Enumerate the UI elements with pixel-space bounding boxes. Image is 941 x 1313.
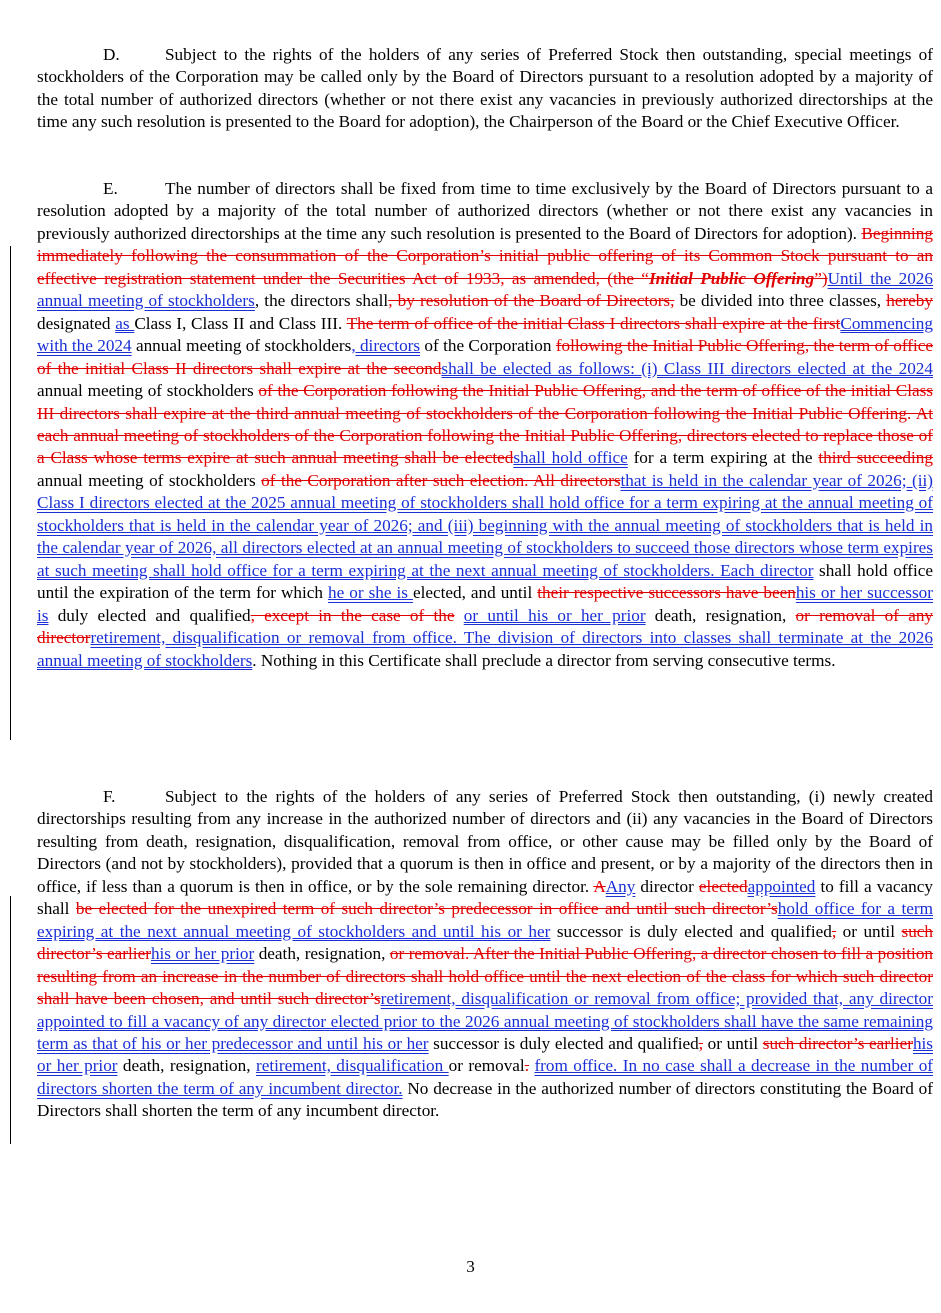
- paragraph-f: [37, 786, 933, 1123]
- deleted-text: A: [593, 876, 606, 896]
- text-run: to fill a vacancy shall: [37, 876, 933, 919]
- deleted-text: of the Corporation after such election. All directors: [261, 470, 621, 490]
- deleted-text: , except in the case of the: [250, 605, 455, 625]
- text-run: death, resignation,: [117, 1056, 256, 1076]
- text-run: or removal: [448, 1056, 525, 1076]
- paragraph-label: F.: [103, 787, 116, 806]
- text-run: [455, 606, 464, 625]
- text-run: successor is duly elected and qualified: [550, 921, 832, 941]
- text-run: No decrease in the authorized number of directors constituting the Board of Directors shall shorten the term of any incumbent director.: [37, 1078, 933, 1121]
- text-run: of the Corporation: [420, 336, 556, 356]
- inserted-text: shall be elected as follows: (i) Class III directors elected at the 2024: [441, 358, 933, 378]
- inserted-text: his or her prior: [150, 944, 255, 964]
- paragraph-body: [37, 179, 933, 670]
- change-bar: [10, 246, 11, 740]
- inserted-text: appointed: [747, 876, 816, 896]
- inserted-text: hold office for a term expiring at the next annual meeting of stockholders and until his or her: [37, 899, 933, 941]
- text-run: for a term expiring at the: [627, 448, 819, 468]
- deleted-text: Beginning immediately following the consummation of the Corporation’s initial public offering of its Common Stock pursuant to an effective registration statement under the Securities Act of 1933, as amended, (the “: [37, 223, 933, 288]
- deleted-text: such director’s earlier: [37, 921, 934, 964]
- inserted-text: as: [115, 313, 135, 333]
- inserted-text: retirement, disqualification or removal from office. The division of directors into classes shall terminate at the 2026 annual meeting of stockholders: [37, 628, 933, 670]
- text-run: . Nothing in this Certificate shall preclude a director from serving consecutive terms.: [252, 650, 836, 670]
- deleted-text: such director’s earlier: [762, 1033, 913, 1053]
- text-run: successor is duly elected and qualified: [428, 1033, 699, 1053]
- text-run: The number of directors shall be fixed from time to time exclusively by the Board of Directors pursuant to a resolution adopted by a majority of the total number of authorized directors (whether or not there exist any vacancies in previously authorized directorships at the time any such resolution is presented to the Board of Directors for adoption).: [37, 179, 933, 243]
- page-number: 3: [466, 1257, 475, 1276]
- deleted-text: ,: [831, 921, 837, 941]
- inserted-text: his or her prior: [37, 1033, 933, 1076]
- text-run: or until: [703, 1033, 763, 1053]
- inserted-text: Until the 2026 annual meeting of stockholders: [37, 268, 933, 311]
- deleted-text: ,: [698, 1033, 704, 1053]
- deleted-text: Initial Public Offering: [648, 268, 815, 288]
- deleted-text: their respective successors have been: [537, 583, 796, 603]
- text-run: be divided into three classes,: [674, 291, 887, 311]
- paragraph-label: D.: [103, 45, 120, 64]
- inserted-text: from office. In no case shall a decrease in the number of directors shorten the term of any incumbent director.: [37, 1056, 934, 1098]
- text-run: annual meeting of stockholders: [131, 336, 352, 356]
- text-run: or until: [836, 921, 902, 941]
- paragraph-text: Subject to the rights of the holders of any series of Preferred Stock then outstanding, special meetings of stockholders of the Corporation may be called only by the Board of Directors pursuant to a resolution adopted by a majority of the total number of authorized directors (whether or not there exist any vacancies in previously authorized directorships at the time any such resolution is presented to the Board for adoption), the Chairperson of the Board or the Chief Executive Officer.: [37, 45, 933, 132]
- inserted-text: that is held in the calendar year of 2026; (ii) Class I directors elected at the 2025 annual meeting of stockholders shall hold office for a term expiring at the annual meeting of stockholders that is held in the calendar year of 2026; and (iii) beginning with the annual meeting of stockholders that is held in the calendar year of 2026, all directors elected at an annual meeting of stockholders to succeed those directors whose term expires at such meeting shall hold office for a term expiring at the next annual meeting of stockholders. Each director: [37, 470, 933, 580]
- inserted-text: , directors: [351, 336, 421, 356]
- deleted-text: .: [524, 1056, 530, 1076]
- text-run: elected, and until: [412, 583, 538, 603]
- deleted-text: The term of office of the initial Class I directors shall expire at the first: [346, 313, 841, 333]
- deleted-text: following the Initial Public Offering, the term of office of the initial Class II directors shall expire at the second: [37, 336, 934, 378]
- deleted-text: third succeeding: [818, 448, 933, 468]
- text-run: annual meeting of stockholders: [37, 381, 259, 401]
- text-run: death, resignation,: [254, 944, 390, 964]
- text-run: shall hold office until the expiration of the term for which: [37, 560, 934, 603]
- paragraph-d: [37, 44, 933, 134]
- deleted-text: or removal of any director: [37, 605, 934, 648]
- deleted-text: be elected for the unexpired term of such director’s predecessor in office and until such director’s: [75, 899, 778, 919]
- inserted-text: he or she is: [328, 583, 413, 603]
- inserted-text: Commencing with the 2024: [37, 313, 933, 356]
- deleted-text: , by resolution of the Board of Directors,: [388, 291, 675, 311]
- text-run: death, resignation,: [645, 605, 796, 625]
- text-run: , the directors shall: [254, 291, 389, 311]
- inserted-text: retirement, disqualification or removal from office; provided that, any director appointed to fill a vacancy of any director elected prior to the 2026 annual meeting of stockholders shall have the same remaining term as that of his or her predecessor and until his or her: [37, 989, 933, 1053]
- text-run: Class I, Class II and Class III.: [134, 313, 347, 333]
- paragraph-label: E.: [103, 179, 118, 198]
- inserted-text: retirement, disqualification: [255, 1056, 449, 1076]
- paragraph-body: [37, 787, 933, 1120]
- deleted-text: elected: [698, 876, 748, 896]
- text-run: duly elected and qualified: [48, 605, 251, 625]
- inserted-text: his or her successor is: [37, 583, 933, 625]
- deleted-text: of the Corporation following the Initial Public Offering, and the term of office of the initial Class III directors shall expire at the third annual meeting of stockholders of the Corporation following the Initial Public Offering. At each annual meeting of stockholders of the Corporation following the Initial Public Offering, directors elected to replace those of a Class whose terms expire at such annual meeting shall be elected: [37, 381, 933, 468]
- inserted-text: or until his or her prior: [463, 605, 646, 625]
- text-run: director: [635, 876, 699, 896]
- change-bar: [10, 896, 11, 1144]
- inserted-text: Any: [605, 876, 636, 896]
- inserted-text: shall hold office: [513, 448, 628, 468]
- deleted-text: ”): [814, 268, 828, 288]
- deleted-text: hereby: [886, 291, 933, 311]
- deleted-text: or removal. After the Initial Public Offering, a director chosen to fill a position resulting from an increase in the number of directors shall hold office until the next election of the class for which such director shall have been chosen, and until such director’s: [37, 944, 934, 1009]
- text-run: designated: [37, 313, 116, 333]
- text-run: annual meeting of stockholders: [37, 470, 262, 490]
- text-run: Subject to the rights of the holders of any series of Preferred Stock then outstanding, (i) newly created directorships resulting from any increase in the authorized number of directors and (ii) any vacancies in the Board of Directors resulting from death, resignation, disqualification, removal from office, or other cause may be filled only by the Board of Directors (and not by stockholders), provided that a quorum is then in office and present, or by a majority of the directors then in office, if less than a quorum is then in office, or by the sole remaining director.: [37, 787, 933, 896]
- paragraph-e: [37, 178, 933, 672]
